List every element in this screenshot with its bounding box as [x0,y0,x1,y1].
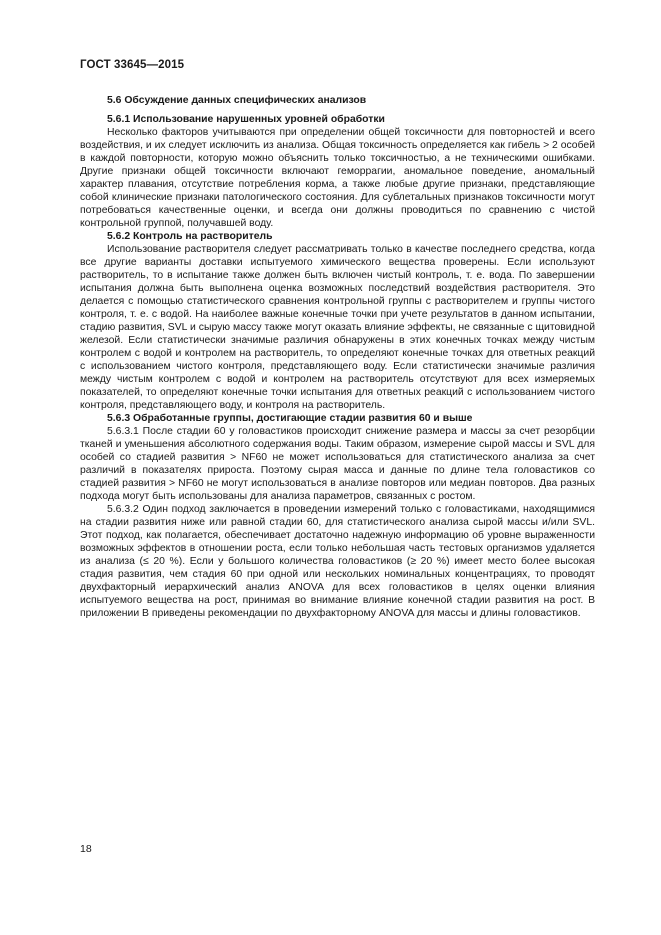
section-heading: 5.6 Обсуждение данных специфических анализов [107,95,367,106]
page-number: 18 [80,843,92,855]
document-header: ГОСТ 33645—2015 [80,59,185,71]
subsection-heading: 5.6.2 Контроль на растворитель [107,231,273,242]
subsection-heading: 5.6.1 Использование нарушенных уровней обработки [107,114,385,125]
subsection-heading: 5.6.3 Обработанные группы, достигающие стадии развития 60 и выше [107,413,473,424]
paragraph: 5.6.3.1 После стадии 60 у головастиков происходит снижение размера и массы за счет резорбции тканей и уменьшения абсолютного содержания воды. Таким образом, измерение сырой массы и SVL для особей со стадией развития > NF60 не может использоваться для статистического анализа за счет различий в показателях прироста. Поэтому сырая масса и данные по длине тела головастиков со стадией развития > NF60 не могут использоваться в анализе повторов или медиан повторов. Два разных подхода могут быть использованы для анализа параметров, связанных с ростом. [80,426,595,502]
paragraph: Несколько факторов учитываются при определении общей токсичности для повторностей и всего воздействия, и их следует исключить из анализа. Общая токсичность определяется как гибель > 2 особей в каждой повторности, которую можно объяснить только токсичностью, а не техническими ошибками. Другие признаки общей токсичности включают геморрагии, аномальное поведение, аномальный характер плавания, отсутствие потребления корма, а также любые другие признаки, представляющие собой клинические признаки патологического состояния. Для сублетальных признаков токсичности могут потребоваться качественные оценки, и всегда они должны проводиться по сравнению с чистой контрольной группой, получавшей воду. [80,127,595,229]
paragraph: 5.6.3.2 Один подход заключается в проведении измерений только с головастиками, находящимися на стадии развития ниже или равной стадии 60, для статистического анализа сырой массы и/или SVL. Этот подход, как полагается, обеспечивает достаточно надежную информацию об уровне выраженности возможных эффектов в отношении роста, если только небольшая часть тестовых организмов удаляется из анализа (≤ 20 %). Если у большого количества головастиков (≥ 20 %) имеет место более высокая стадия развития, чем стадия 60 при одной или нескольких номинальных концентрациях, то проводят двухфакторный иерархический анализ ANOVA для всех головастиков в целях оценки влияния испытуемого вещества на рост, принимая во внимание влияние конечной стадии развития на рост. В приложении В приведены рекомендации по двухфакторному ANOVA для массы и длины головастиков. [80,504,595,619]
paragraph: Использование растворителя следует рассматривать только в качестве последнего средства, когда все другие варианты доставки испытуемого химического вещества проверены. Если используют растворитель, то в испытание также должен быть включен чистый контроль, т. е. вода. По завершении испытания должна быть выполнена оценка возможных последствий воздействия растворителя. Это делается с помощью статистического сравнения контрольной группы с растворителем и группы чистого контроля, т. е. с водой. На наиболее важные конечные точки при учете результатов в данном испытании, стадию развития, SVL и сырую массу также могут оказать влияние эффекты, не связанные с щитовидной железой. Если статистически значимые различия обнаружены в этих конечных точках между чистым контролем с водой и контролем на растворитель, то определяют конечные точках для ответных реакций с использованием чистого контроля, представляющего воду. Если статистически значимые различия между чистым контролем с водой и контролем на растворитель отсутствуют для всех измеряемых показателей, то определяют конечные точки испытания для ответных реакций с использованием чистого контроля, представляющего воду, и контроля на растворитель. [80,244,595,411]
document-body [80,94,595,620]
